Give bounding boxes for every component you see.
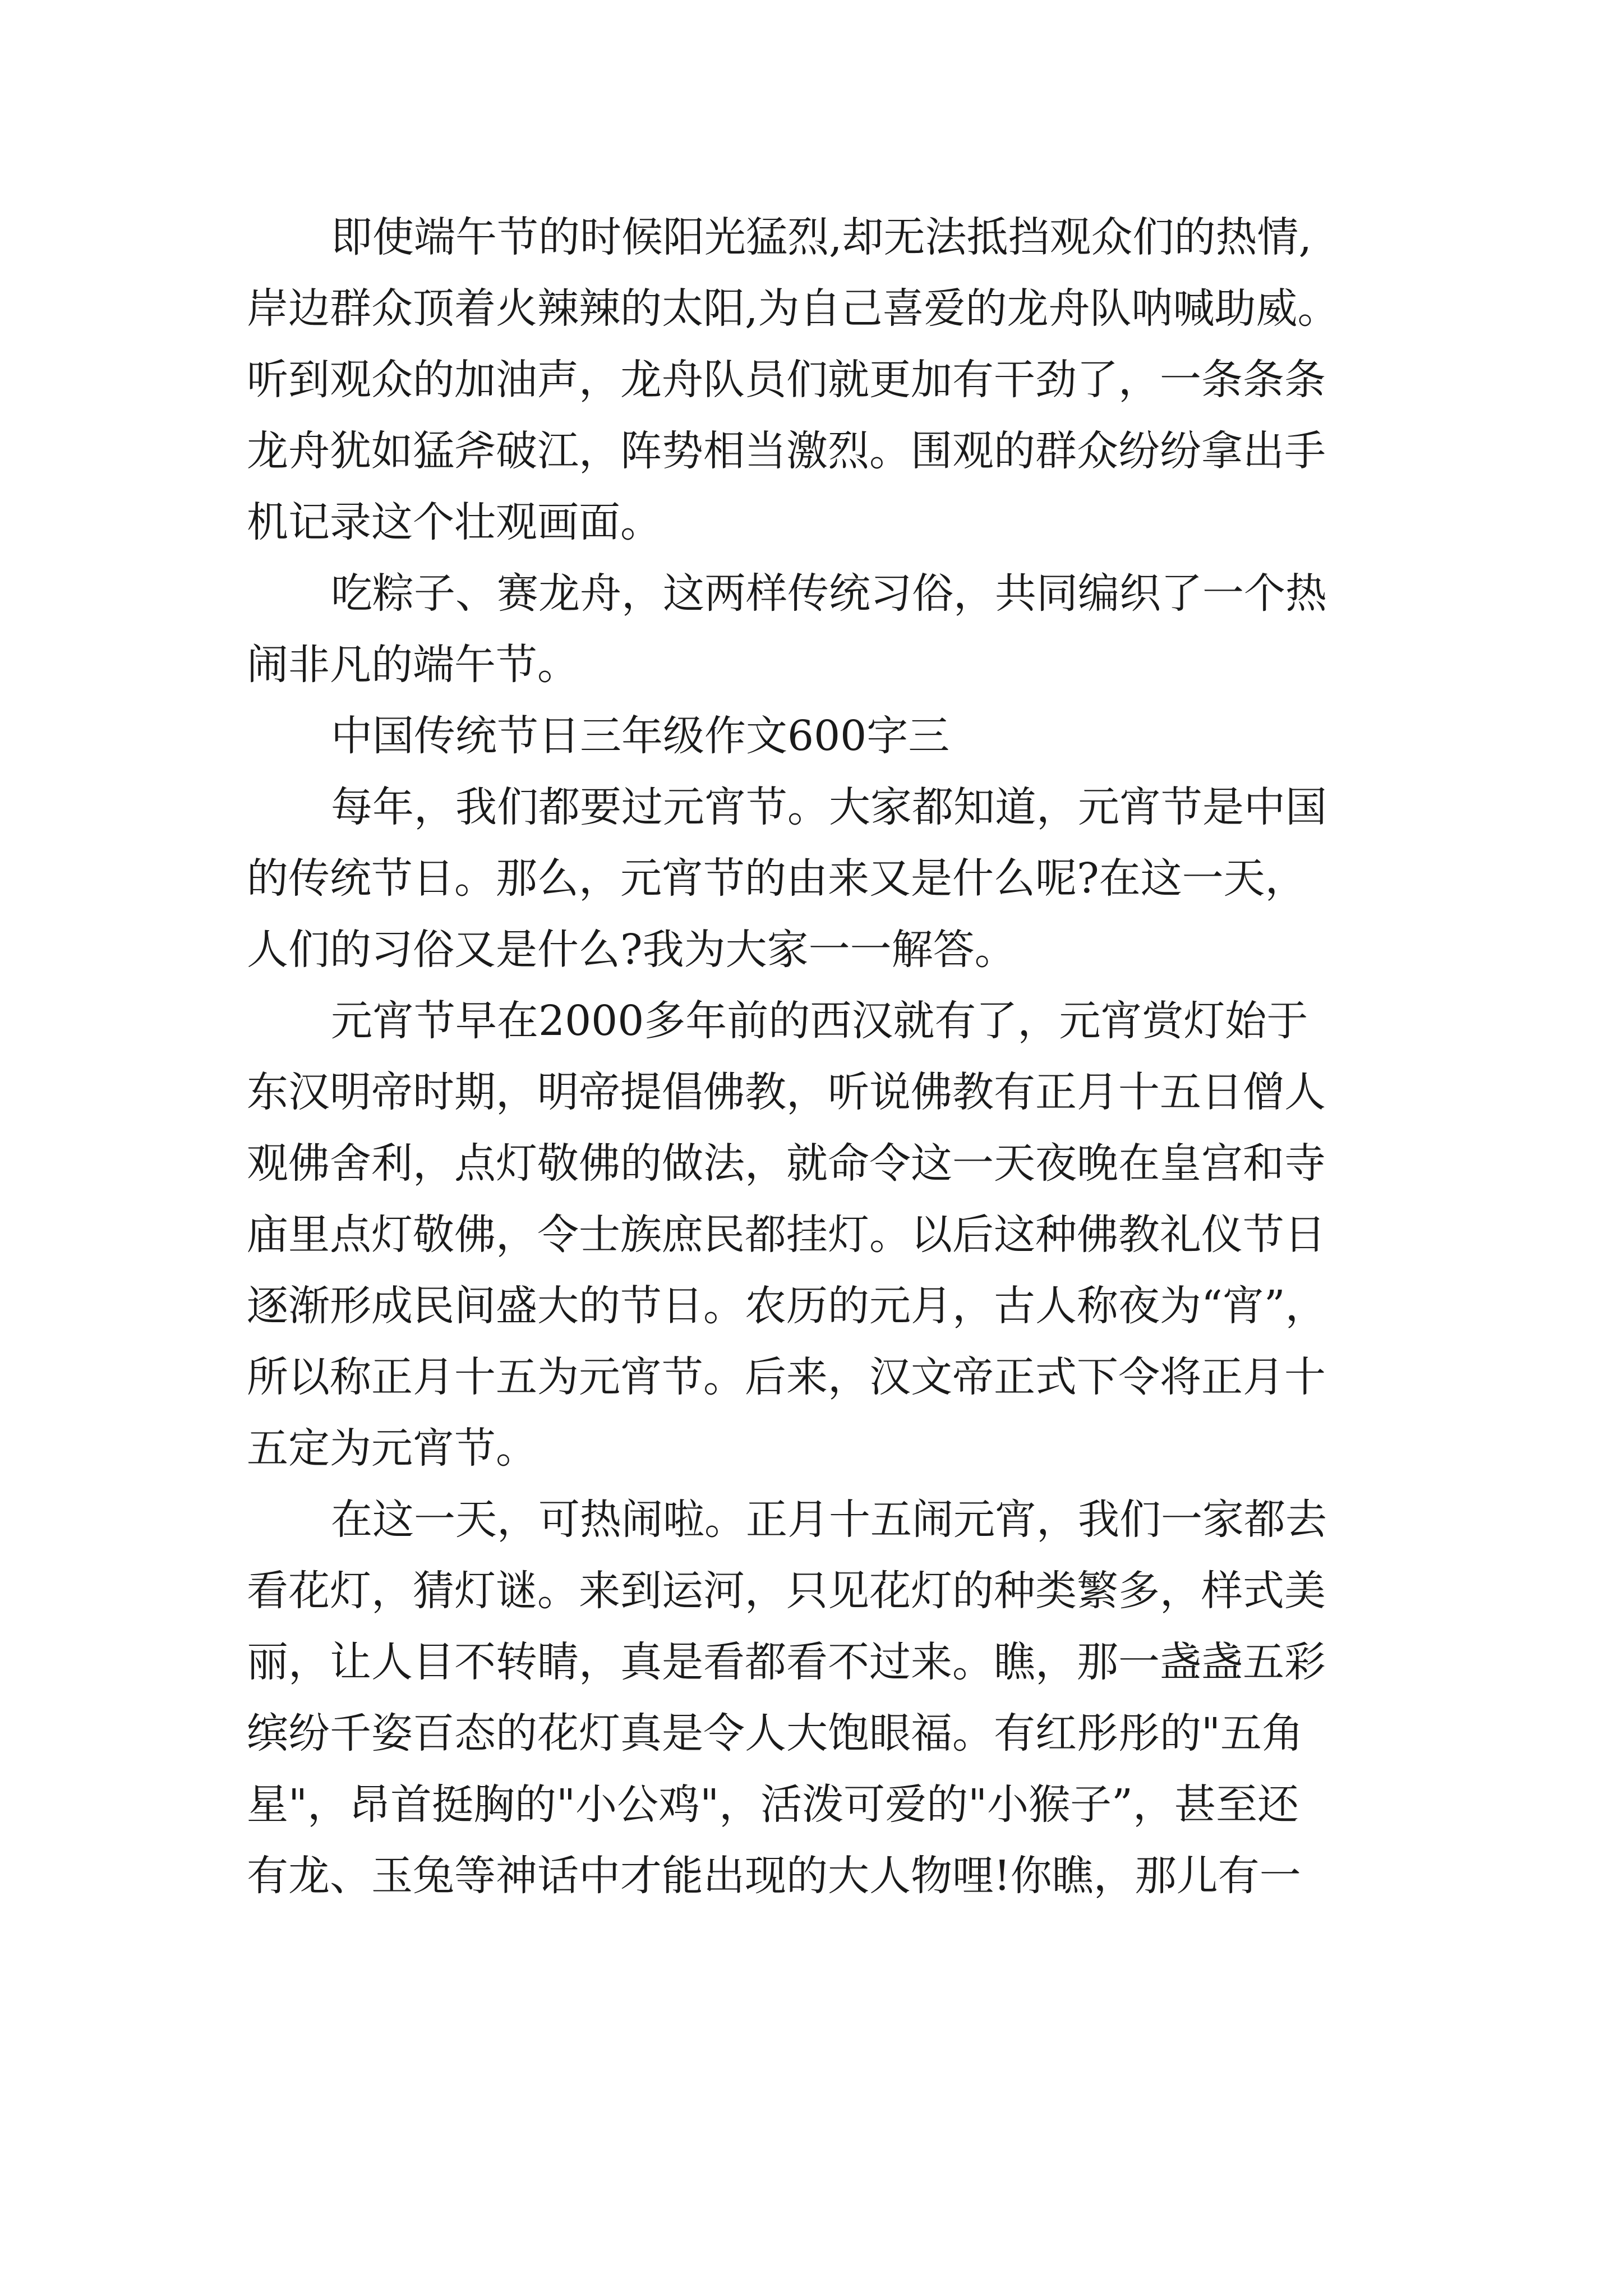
text-line-5: 机记录这个壮观画面。 xyxy=(247,498,662,546)
text-line-1: 即使端午节的时候阳光猛烈,却无法抵挡观众们的热情, xyxy=(331,213,1312,261)
text-line-12: 元宵节早在2000多年前的西汉就有了，元宵赏灯始于 xyxy=(331,997,1308,1045)
text-line-3: 听到观众的加油声，龙舟队员们就更加有干劲了，一条条条 xyxy=(247,356,1326,404)
text-line-4: 龙舟犹如猛斧破江，阵势相当激烈。围观的群众纷纷拿出手 xyxy=(247,427,1326,475)
text-line-11: 人们的习俗又是什么?我为大家一一解答。 xyxy=(247,926,1016,974)
text-line-10: 的传统节日。那么，元宵节的由来又是什么呢?在这一天， xyxy=(247,854,1307,903)
text-line-23: 星"，昂首挺胸的"小公鸡"，活泼可爱的"小猴子”，甚至还 xyxy=(247,1780,1299,1829)
section-heading: 中国传统节日三年级作文600字三 xyxy=(331,712,950,760)
text-line-17: 所以称正月十五为元宵节。后来，汉文帝正式下令将正月十 xyxy=(247,1353,1326,1401)
essay-text xyxy=(247,202,1424,1912)
text-line-7: 闹非凡的端午节。 xyxy=(247,641,579,689)
text-line-16: 逐渐形成民间盛大的节日。农历的元月，古人称夜为“宵”， xyxy=(247,1282,1327,1330)
text-line-13: 东汉明帝时期，明帝提倡佛教，听说佛教有正月十五日僧人 xyxy=(247,1068,1326,1116)
text-line-9: 每年，我们都要过元宵节。大家都知道，元宵节是中国 xyxy=(331,783,1327,831)
text-line-21: 丽，让人目不转睛，真是看都看不过来。瞧，那一盏盏五彩 xyxy=(247,1638,1326,1686)
text-line-15: 庙里点灯敬佛，令士族庶民都挂灯。以后这种佛教礼仪节日 xyxy=(247,1211,1326,1259)
text-line-19: 在这一天，可热闹啦。正月十五闹元宵，我们一家都去 xyxy=(331,1496,1327,1544)
text-line-18: 五定为元宵节。 xyxy=(247,1424,537,1473)
text-line-22: 缤纷千姿百态的花灯真是令人大饱眼福。有红彤彤的"五角 xyxy=(247,1709,1304,1757)
text-line-2: 岸边群众顶着火辣辣的太阳,为自己喜爱的龙舟队呐喊助威。 xyxy=(247,284,1339,333)
text-line-24: 有龙、玉兔等神话中才能出现的大人物哩!你瞧，那儿有一 xyxy=(247,1852,1301,1900)
text-line-6: 吃粽子、赛龙舟，这两样传统习俗，共同编织了一个热 xyxy=(331,569,1327,618)
text-line-14: 观佛舍利，点灯敬佛的做法，就命令这一天夜晚在皇宫和寺 xyxy=(247,1139,1326,1188)
text-line-20: 看花灯，猜灯谜。来到运河，只见花灯的种类繁多，样式美 xyxy=(247,1567,1326,1615)
